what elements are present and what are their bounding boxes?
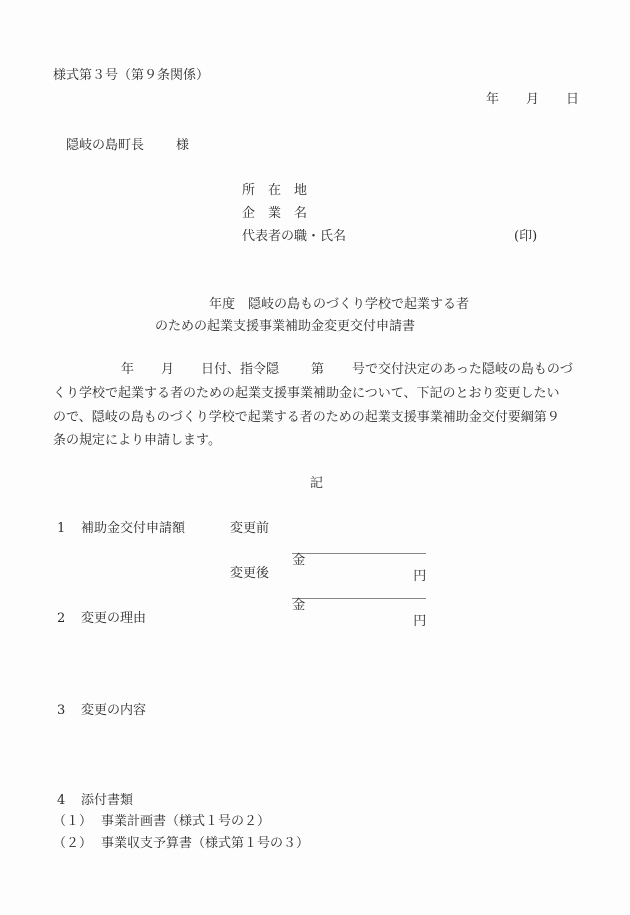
attachment-2-label: 事業収支予算書（様式第１号の３） [101, 836, 310, 851]
item1-number: 1 [57, 521, 66, 536]
item2-label: 変更の理由 [81, 611, 147, 626]
seal-mark: (印) [514, 229, 538, 244]
doc-title-line2: のための起業支援事業補助金変更交付申請書 [155, 319, 416, 334]
body-line4: 条の規定により申請します。 [53, 433, 221, 448]
body-year: 年 [121, 362, 135, 377]
date-day: 日 [566, 92, 580, 107]
form-number: 様式第３号（第９条関係） [53, 68, 210, 83]
body-line2: くり学校で起業する者のための起業支援事業補助金について、下記のとおり変更したい [53, 386, 560, 401]
item1-label: 補助金交付申請額 [81, 521, 186, 536]
company-label: 企 業 名 [242, 206, 308, 221]
kin-after: 金 [292, 598, 306, 613]
yen-before: 円 [413, 569, 427, 584]
body-month: 月 [161, 362, 175, 377]
body-dai: 第 [311, 362, 325, 377]
item4-label: 添付書類 [81, 793, 134, 808]
ki-heading: 記 [310, 476, 324, 491]
item2-number: 2 [57, 611, 66, 626]
addressee: 隠岐の島町長 [66, 138, 145, 153]
item4-number: 4 [57, 793, 66, 808]
body-line3: ので、隠岐の島ものづくり学校で起業する者のための起業支援事業補助金交付要綱第９ [53, 410, 560, 425]
body-text-b: 号で交付決定のあった隠岐の島ものづ [352, 362, 573, 377]
kin-before: 金 [292, 553, 306, 568]
address-label: 所 在 地 [242, 183, 308, 198]
date-year: 年 [486, 92, 500, 107]
attachment-1-label: 事業計画書（様式１号の２） [101, 814, 271, 829]
body-text-a: 日付、指令隠 [201, 362, 280, 377]
attachment-1-number: （１） [53, 814, 93, 829]
before-label: 変更前 [230, 521, 270, 536]
date-month: 月 [526, 92, 540, 107]
after-amount-field [284, 566, 427, 646]
attachment-2-number: （２） [53, 836, 93, 851]
after-label: 変更後 [230, 566, 270, 581]
doc-title-line1: 年度 隠岐の島ものづくり学校で起業する者 [209, 297, 470, 312]
yen-after: 円 [413, 614, 427, 629]
honorific: 様 [176, 138, 190, 153]
item3-label: 変更の内容 [81, 703, 147, 718]
item3-number: 3 [57, 703, 66, 718]
representative-label: 代表者の職・氏名 [242, 229, 347, 244]
